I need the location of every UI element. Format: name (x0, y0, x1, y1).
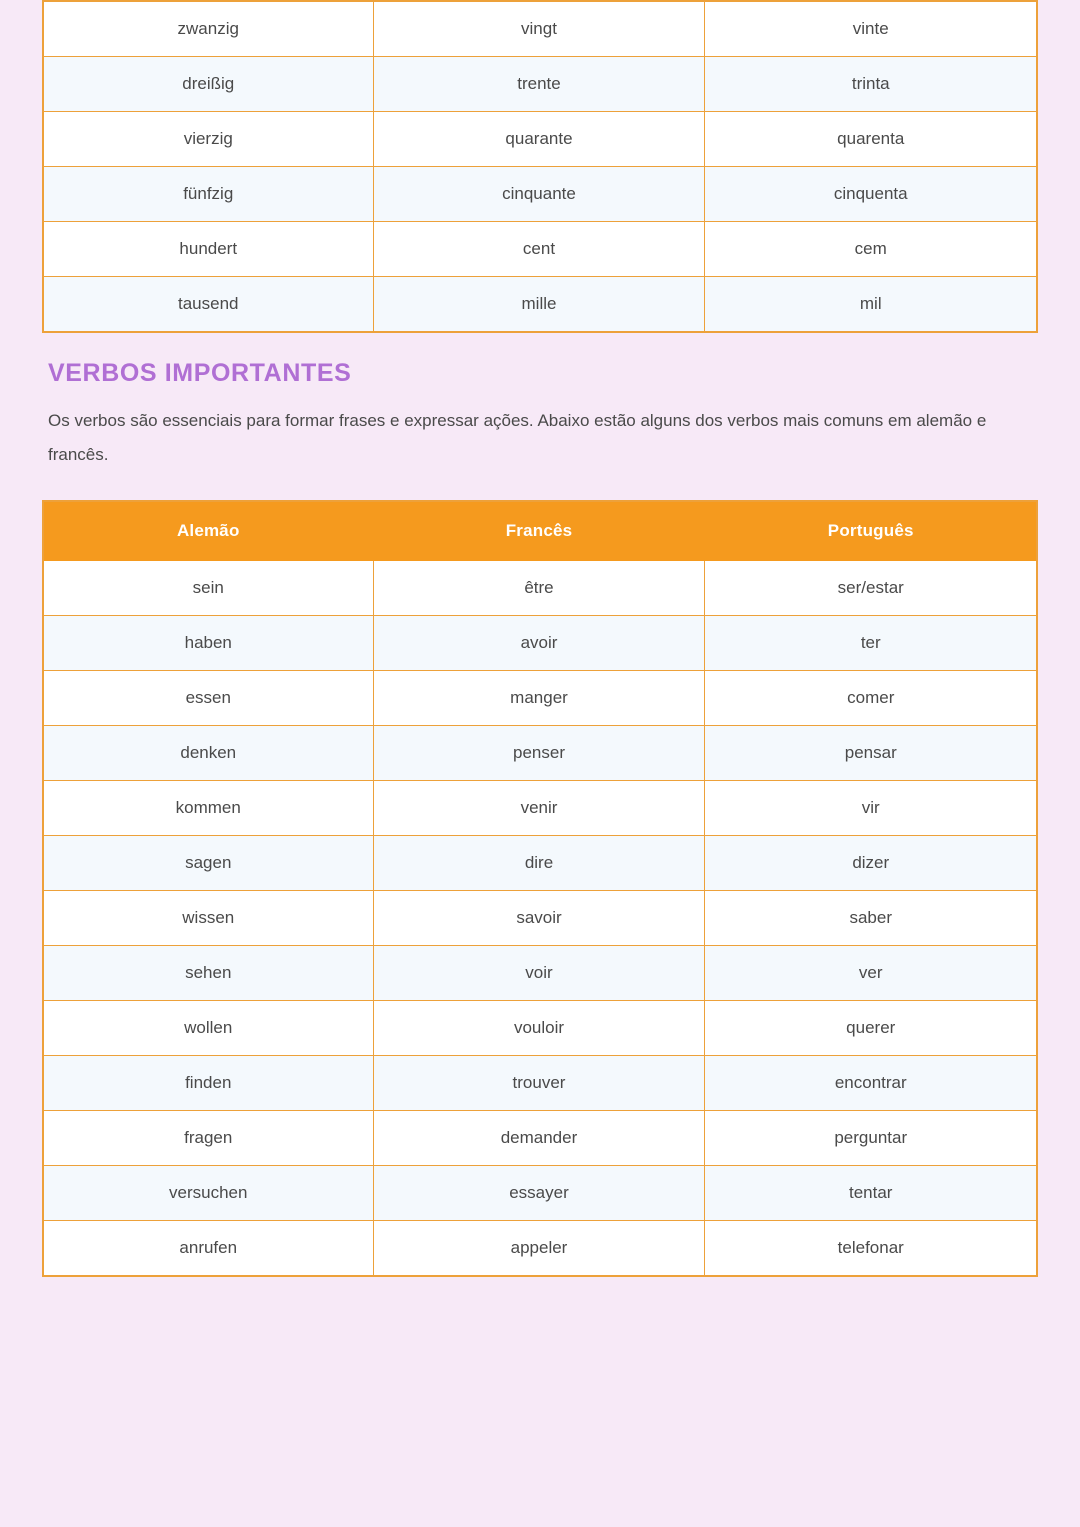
table-cell: être (373, 561, 705, 616)
column-header: Francês (373, 501, 705, 561)
page-title: VERBOS IMPORTANTES (48, 359, 352, 387)
table-cell: quarante (373, 112, 705, 167)
table-cell: telefonar (705, 1221, 1037, 1277)
table-row (43, 1221, 1037, 1277)
table-cell: wollen (43, 1001, 373, 1056)
table-row (43, 277, 1037, 333)
table-row (43, 1111, 1037, 1166)
table-cell: hundert (43, 222, 373, 277)
table-cell: mille (373, 277, 705, 333)
table-cell: haben (43, 616, 373, 671)
table-cell: tausend (43, 277, 373, 333)
table-cell: vingt (373, 1, 705, 57)
table-cell: tentar (705, 1166, 1037, 1221)
column-header: Português (705, 501, 1037, 561)
table-cell: mil (705, 277, 1037, 333)
table-row (43, 561, 1037, 616)
table-cell: essayer (373, 1166, 705, 1221)
section-paragraph: Os verbos são essenciais para formar frases e expressar ações. Abaixo estão alguns dos verbos mais comuns em alemão e francês. (48, 411, 987, 464)
table-cell: trinta (705, 57, 1037, 112)
table-row (43, 946, 1037, 1001)
table-cell: ser/estar (705, 561, 1037, 616)
table-cell: dizer (705, 836, 1037, 891)
table-cell: venir (373, 781, 705, 836)
table-cell: appeler (373, 1221, 705, 1277)
table-cell: zwanzig (43, 1, 373, 57)
table-cell: vouloir (373, 1001, 705, 1056)
table-row (43, 836, 1037, 891)
table-cell: trouver (373, 1056, 705, 1111)
table-cell: fragen (43, 1111, 373, 1166)
table-cell: sein (43, 561, 373, 616)
table-cell: kommen (43, 781, 373, 836)
table-cell: dreißig (43, 57, 373, 112)
table-cell: voir (373, 946, 705, 1001)
table-cell: vinte (705, 1, 1037, 57)
table-cell: fünfzig (43, 167, 373, 222)
table-cell: dire (373, 836, 705, 891)
table-cell: vierzig (43, 112, 373, 167)
verbs-table (42, 500, 1038, 1277)
table-cell: sehen (43, 946, 373, 1001)
table-cell: demander (373, 1111, 705, 1166)
table-cell: cinquenta (705, 167, 1037, 222)
spacer (42, 472, 1038, 500)
table-cell: pensar (705, 726, 1037, 781)
table-row (43, 222, 1037, 277)
table-cell: finden (43, 1056, 373, 1111)
table-cell: anrufen (43, 1221, 373, 1277)
table-row (43, 616, 1037, 671)
table-cell: querer (705, 1001, 1037, 1056)
table-cell: manger (373, 671, 705, 726)
numbers-table (42, 0, 1038, 333)
table-cell: comer (705, 671, 1037, 726)
table-header-row (43, 501, 1037, 561)
table-cell: essen (43, 671, 373, 726)
table-cell: cent (373, 222, 705, 277)
table-row (43, 726, 1037, 781)
table-row (43, 671, 1037, 726)
numbers-table-body (43, 1, 1037, 332)
verbs-table-body (43, 561, 1037, 1277)
table-cell: sagen (43, 836, 373, 891)
table-cell: avoir (373, 616, 705, 671)
table-cell: quarenta (705, 112, 1037, 167)
table-cell: saber (705, 891, 1037, 946)
column-header: Alemão (43, 501, 373, 561)
table-cell: perguntar (705, 1111, 1037, 1166)
table-cell: cinquante (373, 167, 705, 222)
table-row (43, 167, 1037, 222)
table-cell: versuchen (43, 1166, 373, 1221)
table-row (43, 112, 1037, 167)
table-cell: savoir (373, 891, 705, 946)
table-row (43, 1, 1037, 57)
table-row (43, 57, 1037, 112)
table-row (43, 1001, 1037, 1056)
table-cell: trente (373, 57, 705, 112)
table-cell: ter (705, 616, 1037, 671)
table-row (43, 891, 1037, 946)
table-cell: ver (705, 946, 1037, 1001)
table-cell: denken (43, 726, 373, 781)
table-row (43, 781, 1037, 836)
verbs-table-head (43, 501, 1037, 561)
table-cell: cem (705, 222, 1037, 277)
table-cell: vir (705, 781, 1037, 836)
table-cell: penser (373, 726, 705, 781)
table-cell: wissen (43, 891, 373, 946)
table-cell: encontrar (705, 1056, 1037, 1111)
table-row (43, 1056, 1037, 1111)
table-row (43, 1166, 1037, 1221)
